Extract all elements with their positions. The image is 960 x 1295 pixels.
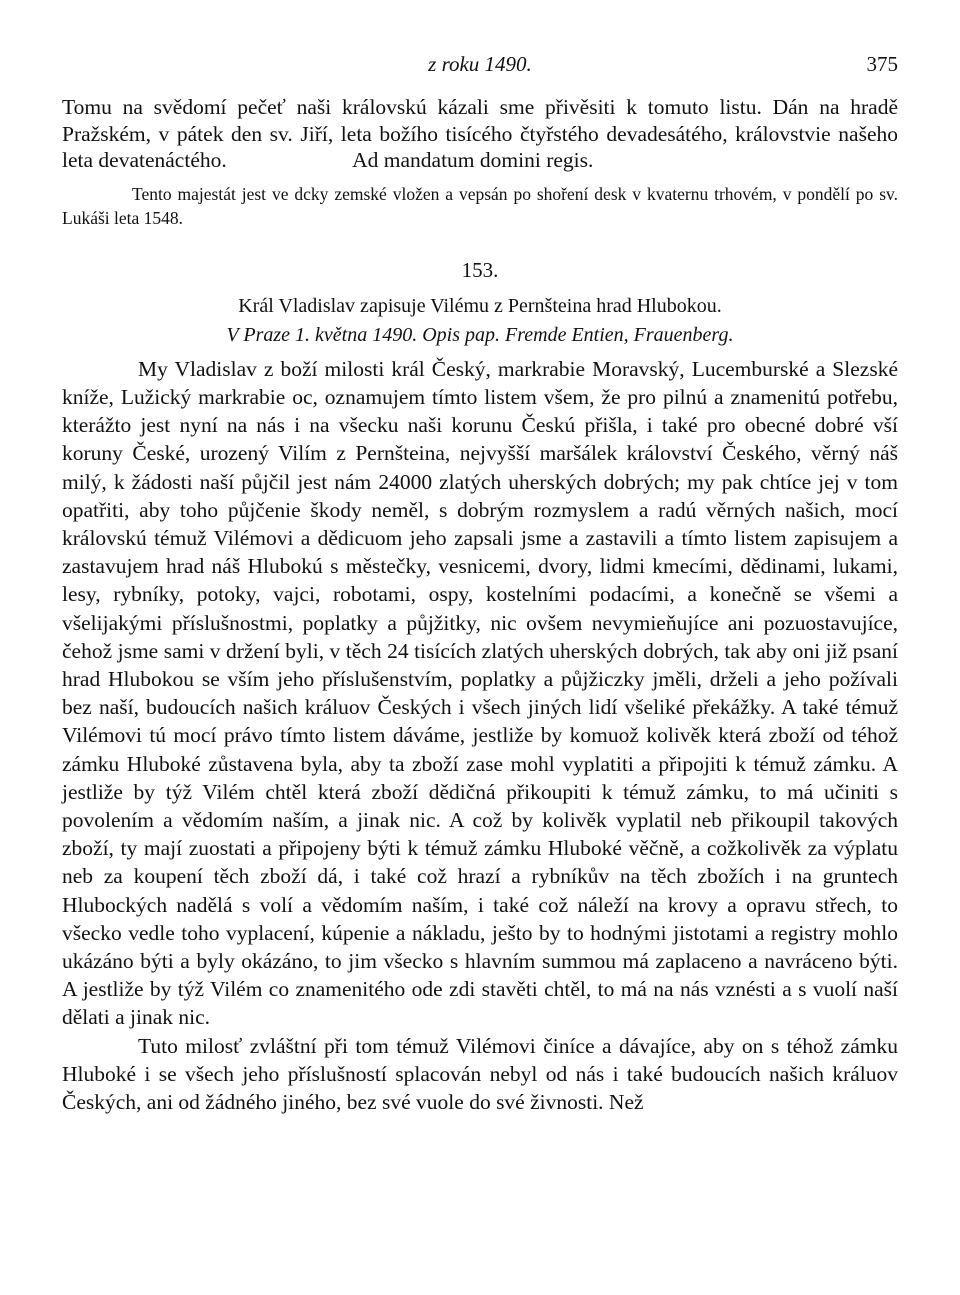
signature-line: Ad mandatum domini regis. (352, 148, 594, 173)
closing-text: Tomu na svědomí pečeť naši královskú kázali sme přivěsiti k tomuto listu. Dán na hradě Pražském, v pátek den sv. Jiří, leta božího tisícého čtyřstého devadesátého, královstvie našeho leta devatenáctého. (62, 95, 898, 173)
document-heading: Král Vladislav zapisuje Vilému z Pernšteina hrad Hlubokou. (238, 294, 722, 317)
body-paragraph: My Vladislav z boží milosti král Český, markrabie Moravský, Lucemburské a Slezské kníže, Lužický markrabie oc, oznamujem tímto listem všem, že pro pilnú a znamenitú potřebu, kterážto jest nyní na nás i na všecku naši korunu Českú přišla, i také pro obecné dobré vší koruny České, urozený Vilím z Pernšteina, nejvyšší maršálek království Českého, věrný náš milý, k žádosti naší půjčil jest nám 24000 zlatých uherských dobrých; my pak chtíce jej v tom opatřiti, aby toho půjčenie škody neměl, s dobrým rozmyslem a radú věrných našich, mocí královskú témuž Vilémovi a dědicuom jeho zapsali jsme a zastavili a tímto listem zapisujem a zastavujem hrad náš Hlubokú s městečky, vesnicemi, dvory, lidmi kmecími, dědinami, lukami, lesy, rybníky, potoky, vajci, robotami, ospy, kostelními podacími, a konečně se všemi a všelijakými příslušnostmi, poplatky a půjžitky, nic ovšem nevymieňujíce ani pozuostavujíce, čehož jsme sami v držení byli, v těch 24 tisících zlatých uherských dobrých, tak aby oni již psaní hrad Hlubokou se vším jeho příslušenstvím, poplatky a půjžiczky jměli, drželi a jeho požívali bez naší, budoucích našich králuov Českých i všech jiných lidí všeliké překážky. A také témuž Vilémovi tú mocí právo tímto listem dáváme, jestliže by komuož kolivěk která zboží od téhož zámku Hluboké zůstavena byla, aby ta zboží zase mohl vyplatiti a připojiti k témuž zámku. A jestliže by týž Vilém chtěl která zboží dědičná přikoupiti k témuž zámku, to má učiniti s povolením a vědomím naším, a jinak nic. A což by kolivěk vyplatil neb přikoupil takových zboží, ty mají zuostati a připojeny býti k témuž zámku Hluboké věčně, a cožkolivěk za výplatu neb za koupení těch zboží dá, i také což hrazí a rybníkův na těch zbožích i na gruntech Hlubockých nadělá s volí a vědomím naším, i také což náleží na krovy a opravu střech, to všecko vedle toho vyplacení, kúpenie a nákladu, ješto by to hodnými jistotami a registry mohlo ukázáno býti a byly okázáno, to jim všecko s hlavním summou má zaplaceno a navráceno býti. A jestliže by týž Vilém co znamenitého ode zdi stavěti chtěl, to má na nás vznésti a s vuolí naší dělati a jinak nic. (62, 356, 898, 1030)
page-header (62, 52, 898, 82)
body-paragraph: Tuto milosť zvláštní při tom témuž Vilémovi činíce a dávajíce, aby on s téhož zámku Hluboké i se všech jeho příslušností splacován nebyl od nás i také budoucích našich králuov Českých, ani od žádného jiného, bez své vuole do své živnosti. Než (62, 1033, 898, 1115)
document-source-line: V Praze 1. května 1490. Opis pap. Fremde Entien, Frauenberg. (226, 323, 734, 346)
book-page (62, 52, 898, 1116)
registration-note: Tento majestát jest ve dcky zemské vložen a vepsán po shoření desk v kvaternu trhovém, v pondělí po sv. Lukáši leta 1548. (62, 183, 898, 228)
page-number: 375 (866, 52, 898, 76)
previous-document-closing (62, 94, 898, 174)
running-title: z roku 1490. (428, 52, 532, 76)
document-number: 153. (461, 257, 499, 282)
